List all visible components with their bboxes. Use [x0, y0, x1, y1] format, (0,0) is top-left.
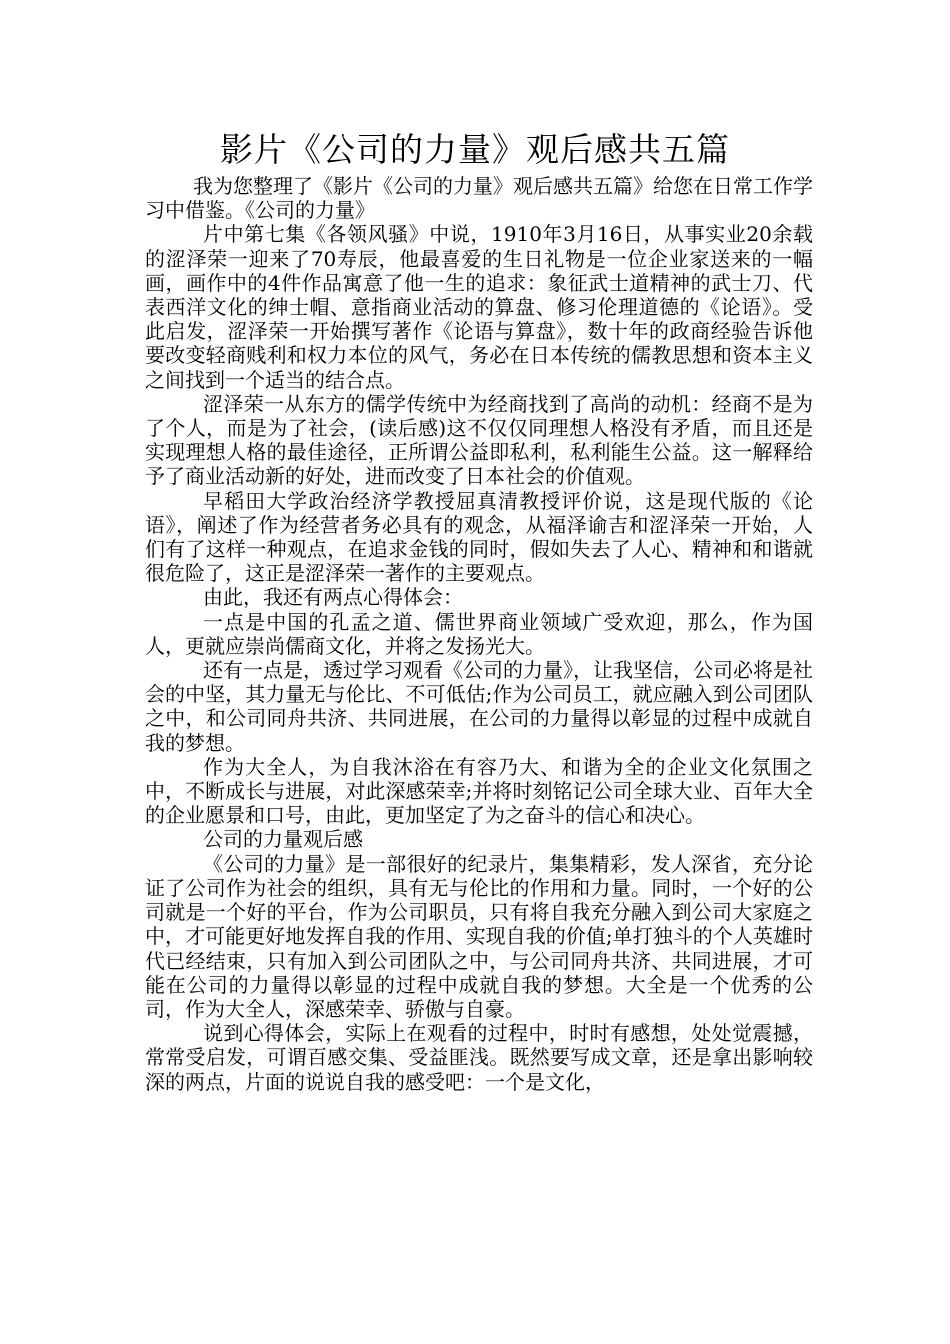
paragraph: 还有一点是，透过学习观看《公司的力量》，让我坚信，公司必将是社会的中坚，其力量无与伦比、不可低估;作为公司员工，就应融入到公司团队之中，和公司同舟共济、共同进展，在公司的力量得以彰显的过程中成就自我的梦想。	[145, 658, 813, 755]
paragraph: 片中第七集《各领风骚》中说，1910年3月16日，从事实业20余载的涩泽荣一迎来了70寿辰，他最喜爱的生日礼物是一位企业家送来的一幅画，画作中的4件作品寓意了他一生的追求：象征武士道精神的武士刀、代表西洋文化的绅士帽、意指商业活动的算盘、修习伦理道德的《论语》。受此启发，涩泽荣一开始撰写著作《论语与算盘》，数十年的政商经验告诉他要改变轻商贱利和权力本位的风气，务必在日本传统的儒教思想和资本主义之间找到一个适当的结合点。	[145, 222, 813, 392]
paragraph: 《公司的力量》是一部很好的纪录片，集集精彩，发人深省，充分论证了公司作为社会的组织，具有无与伦比的作用和力量。同时，一个好的公司就是一个好的平台，作为公司职员，只有将自我充分融入到公司大家庭之中，才可能更好地发挥自我的作用、实现自我的价值;单打独斗的个人英雄时代已经结束，只有加入到公司团队之中，与公司同舟共济、共同进展，才可能在公司的力量得以彰显的过程中成就自我的梦想。大全是一个优秀的公司，作为大全人，深感荣幸、骄傲与自豪。	[145, 851, 813, 1021]
document-body	[145, 174, 813, 1094]
paragraph-intro: 我为您整理了《影片《公司的力量》观后感共五篇》给您在日常工作学习中借鉴。《公司的力量》	[145, 174, 813, 223]
paragraph: 作为大全人，为自我沐浴在有容乃大、和谐为全的企业文化氛围之中，不断成长与进展，对此深感荣幸;并将时刻铭记公司全球大业、百年大全的企业愿景和口号，由此，更加坚定了为之奋斗的信心和决心。	[145, 754, 813, 828]
paragraph: 涩泽荣一从东方的儒学传统中为经商找到了高尚的动机：经商不是为了个人，而是为了社会，(读后感)这不仅仅同理想人格没有矛盾，而且还是实现理想人格的最佳途径，正所谓公益即私利，私利能生公益。这一解释给予了商业活动新的好处，进而改变了日本社会的价值观。	[145, 391, 813, 489]
paragraph: 说到心得体会，实际上在观看的过程中，时时有感想，处处觉震撼，常常受启发，可谓百感交集、受益匪浅。既然要写成文章，还是拿出影响较深的两点，片面的说说自我的感受吧：一个是文化，	[145, 1021, 813, 1094]
paragraph: 由此，我还有两点心得体会：	[203, 585, 463, 610]
paragraph: 早稻田大学政治经济学教授屈真清教授评价说，这是现代版的《论语》，阐述了作为经营者务必具有的观念，从福泽谕吉和涩泽荣一开始，人们有了这样一种观点，在追求金钱的同时，假如失去了人心、精神和和谐就很危险了，这正是涩泽荣一著作的主要观点。	[145, 488, 813, 586]
paragraph: 一点是中国的孔孟之道、儒世界商业领域广受欢迎，那么，作为国人，更就应崇尚儒商文化，并将之发扬光大。	[145, 609, 813, 658]
document-title: 影片《公司的力量》观后感共五篇	[220, 130, 730, 169]
section-heading: 公司的力量观后感	[203, 827, 363, 852]
